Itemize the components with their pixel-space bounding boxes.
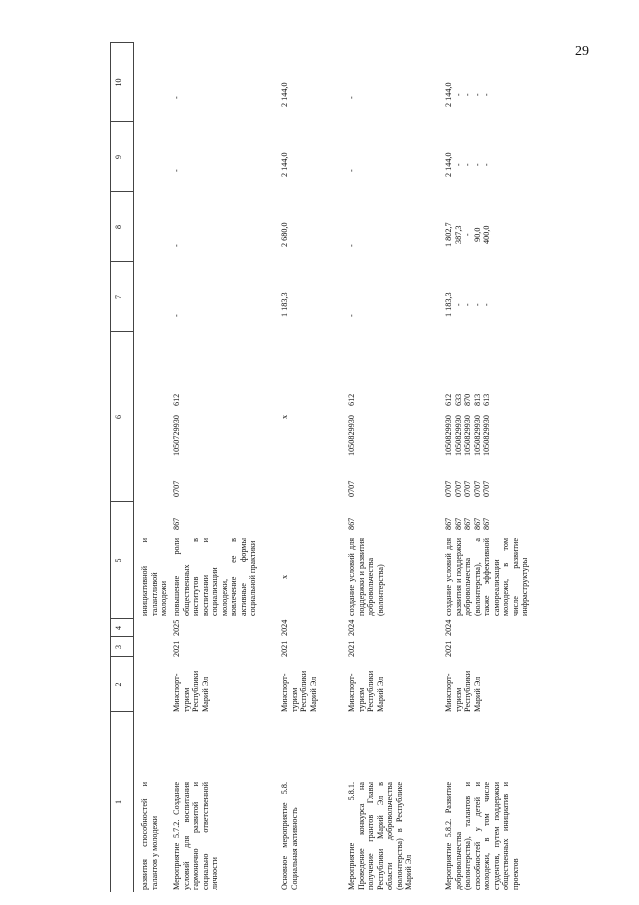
row-value-9: 2 144,0: [280, 152, 289, 177]
row-end-year: 2024: [280, 619, 289, 636]
row-description: Мероприятие 5.8.1. Проведение конкурса на получение грантов Главы Республики Марий Эл в области добровольчества (волонтерства) в Республике Марий Эл: [347, 782, 414, 890]
row-end-year: 2024: [444, 619, 453, 636]
row-value-9: -: [172, 169, 181, 172]
table-header-rule: [133, 42, 134, 892]
column-header: 7: [114, 295, 123, 299]
row-target-code: x: [280, 414, 289, 420]
row-value-7: 1 183,3: [280, 292, 289, 317]
row-executor: Минспорт-туризм Республики Марий Эл: [347, 670, 385, 712]
row-value-8: 1 802,7 387,3 - 90,0 400,0: [444, 222, 492, 247]
column-header: 3: [114, 645, 123, 649]
row-value-8: -: [347, 244, 356, 247]
row-value-10: 2 144,0 - - - -: [444, 82, 492, 107]
row-ministry-code: 867 867 867 867 867: [444, 517, 492, 530]
row-value-10: -: [172, 96, 181, 99]
row-executor: Минспорт-туризм Республики Марий Эл: [172, 670, 210, 712]
row-value-7: -: [347, 314, 356, 317]
column-header: 5: [114, 558, 123, 563]
row-expected-result: создание условий для развития и поддержки добровольчества (волонтерства), а также эффективной самореализации молодежи, в том числе развитие инфраструктуры: [444, 538, 530, 616]
row-value-8: -: [172, 244, 181, 247]
row-expense-type: 612: [347, 393, 356, 406]
column-header: 6: [114, 415, 123, 419]
row-start-year: 2021: [347, 640, 356, 657]
row-ministry-code: 867: [172, 517, 181, 530]
column-header: 2: [114, 682, 123, 687]
row-end-year: 2025: [172, 619, 181, 636]
row-value-7: -: [172, 314, 181, 317]
row-value-8: 2 680,0: [280, 222, 289, 247]
row-executor: Минспорт-туризм Республики Марий Эл: [444, 670, 482, 712]
row-ministry-code: 867: [347, 517, 356, 530]
row-expense-type: 612 633 870 813 613: [444, 393, 492, 406]
row-section-code: 0707: [347, 480, 356, 497]
column-header: 10: [114, 78, 123, 87]
budget-table: [110, 42, 533, 892]
row-description: Мероприятие 5.8.2. Развитие добровольчества (волонтерства), талантов и способностей у детей и молодежи, в том числе студентов, путем поддержки общественных инициатив и проектов: [444, 782, 520, 890]
row-expected-result: инициативной и талантливой молодежи: [140, 538, 169, 616]
column-header: 8: [114, 225, 123, 229]
row-value-9: -: [347, 169, 356, 172]
row-expected-result: x: [280, 574, 289, 580]
column-header: 9: [114, 155, 123, 159]
row-target-code: 1050829930 1050829930 1050829930 1050829930 1050829930: [444, 415, 492, 456]
row-description: развития способностей и талантов у молодежи: [140, 782, 159, 890]
row-expected-result: повышение роли общественных институтов в воспитании и социализации молодежи, вовлечение ее в активные формы социальной практики: [172, 538, 258, 616]
row-start-year: 2021: [280, 640, 289, 657]
table-top-rule: [110, 42, 111, 892]
row-target-code: 1050729930: [172, 415, 181, 456]
row-target-code: 1050829930: [347, 415, 356, 456]
row-description: Основное мероприятие 5.8. Социальная активность: [280, 782, 299, 890]
page-number: 29: [575, 44, 589, 59]
row-end-year: 2024: [347, 619, 356, 636]
row-start-year: 2021: [172, 640, 181, 657]
row-start-year: 2021: [444, 640, 453, 657]
column-header: 1: [114, 800, 123, 804]
row-description: Мероприятие 5.7.2. Создание условий для воспитания гармонично развитой и социально ответственной личности: [172, 782, 220, 890]
row-executor: Минспорт-туризм Республики Марий Эл: [280, 670, 318, 712]
row-value-10: -: [347, 96, 356, 99]
row-value-9: 2 144,0 - - - -: [444, 152, 492, 177]
row-section-code: 0707 0707 0707 0707 0707: [444, 480, 492, 497]
row-value-10: 2 144,0: [280, 82, 289, 107]
row-value-7: 1 183,3 - - - -: [444, 292, 492, 317]
row-section-code: 0707: [172, 480, 181, 497]
column-header: 4: [114, 626, 123, 630]
row-expected-result: создание условий для поддержки и развития добровольчества (волонтерства): [347, 538, 385, 616]
row-expense-type: 612: [172, 393, 181, 406]
